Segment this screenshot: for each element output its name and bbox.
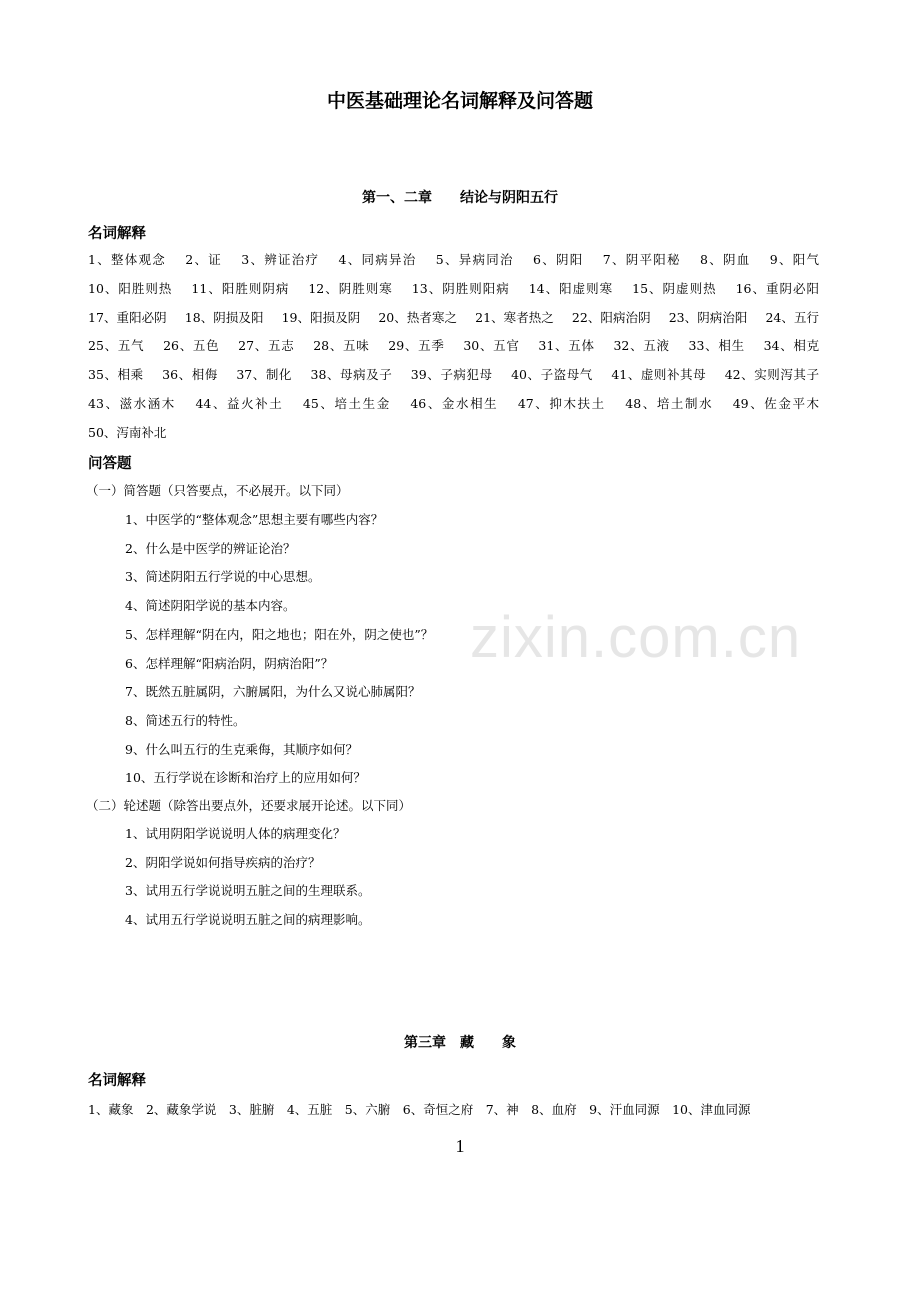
term-item: 47、抑木扶土 bbox=[517, 395, 606, 411]
question-item: 1、中医学的“整体观念”思想主要有哪些内容？ bbox=[125, 512, 384, 527]
page-title: 中医基础理论名词解释及问答题 bbox=[326, 90, 593, 112]
question-item: 4、试用五行学说说明五脏之间的病理影响。 bbox=[125, 912, 371, 928]
terms-list: 1、藏象 2、藏象学说 3、脏腑 4、五脏 5、六腑 6、奇恒之府 7、神 8、血府 9、汗血同源 10、津血同源 bbox=[88, 1102, 751, 1117]
term-item: 26、五色 bbox=[163, 338, 220, 354]
term-item: 30、五官 bbox=[463, 338, 520, 354]
term-item: 12、阴胜则寒 bbox=[308, 280, 393, 296]
term-item: 16、重阴必阳 bbox=[735, 280, 819, 296]
question-item: 4、简述阴阳学说的基本内容。 bbox=[125, 598, 296, 614]
term-item: 45、培土生金 bbox=[302, 395, 391, 411]
term-item: 9、阳气 bbox=[769, 252, 820, 267]
term-item: 4、同病异治 bbox=[338, 252, 417, 267]
term-item: 41、虚则补其母 bbox=[611, 367, 707, 383]
term-item: 14、阳虚则寒 bbox=[528, 280, 614, 296]
term-item: 31、五体 bbox=[538, 338, 595, 354]
question-item: 3、试用五行学说说明五脏之间的生理联系。 bbox=[125, 883, 371, 899]
question-item: 9、什么叫五行的生克乘侮，其顺序如何？ bbox=[125, 741, 358, 757]
term-item: 38、母病及子 bbox=[310, 367, 393, 383]
question-item: 6、怎样理解“阳病治阴，阴病治阳”？ bbox=[125, 655, 334, 671]
chapter-heading: 第一、二章 结论与阴阳五行 bbox=[362, 190, 558, 206]
chapter-heading: 第三章 藏 象 bbox=[404, 1035, 516, 1051]
term-item: 21、寒者热之 bbox=[475, 309, 554, 325]
term-item: 36、相侮 bbox=[162, 367, 218, 383]
terms-list bbox=[88, 246, 833, 448]
term-item: 34、相克 bbox=[763, 338, 820, 354]
question-item: 10、五行学说在诊断和治疗上的应用如何？ bbox=[125, 770, 366, 786]
term-item: 43、滋水涵木 bbox=[88, 395, 176, 411]
term-item: 22、阳病治阴 bbox=[571, 309, 651, 325]
term-item: 7、阴平阳秘 bbox=[602, 252, 681, 267]
term-item: 44、益火补土 bbox=[195, 395, 284, 411]
term-item: 32、五液 bbox=[613, 338, 670, 354]
qa-heading: 问答题 bbox=[88, 456, 132, 472]
term-item: 46、金水相生 bbox=[410, 395, 499, 411]
term-item: 1、整体观念 bbox=[88, 252, 167, 267]
term-item: 39、子病犯母 bbox=[410, 367, 493, 383]
term-item: 27、五志 bbox=[238, 338, 295, 354]
question-item: 2、什么是中医学的辨证论治？ bbox=[125, 540, 296, 556]
term-item: 8、阴血 bbox=[700, 252, 751, 267]
term-item: 6、阴阳 bbox=[533, 252, 584, 267]
term-item: 37、制化 bbox=[236, 367, 292, 383]
term-item: 2、证 bbox=[185, 252, 223, 267]
term-item: 50、泻南补北 bbox=[88, 424, 167, 440]
term-item: 15、阴虚则热 bbox=[632, 280, 717, 296]
term-item: 13、阴胜则阳病 bbox=[411, 280, 510, 296]
term-item: 40、子盗母气 bbox=[511, 367, 593, 383]
watermark: zixin.com.cn bbox=[470, 605, 802, 670]
question-item: 7、既然五脏属阴，六腑属阳，为什么又说心肺属阳？ bbox=[125, 684, 421, 700]
term-item: 10、阳胜则热 bbox=[88, 280, 173, 296]
term-item: 33、相生 bbox=[688, 338, 745, 354]
term-item: 25、五气 bbox=[88, 338, 145, 354]
term-item: 11、阳胜则阴病 bbox=[191, 280, 290, 296]
term-item: 23、阴病治阳 bbox=[668, 309, 748, 325]
term-item: 3、辨证治疗 bbox=[241, 252, 320, 267]
term-item: 5、异病同治 bbox=[435, 252, 514, 267]
essay-heading: （二）轮述题（除答出要点外，还要求展开论述。以下同） bbox=[86, 798, 412, 813]
page-number: 1 bbox=[455, 1136, 465, 1156]
term-item: 35、相乘 bbox=[88, 367, 144, 383]
short-answer-heading: （一）简答题（只答要点，不必展开。以下同） bbox=[86, 483, 349, 498]
term-item: 48、培土制水 bbox=[625, 395, 714, 411]
term-item: 24、五行 bbox=[765, 309, 820, 325]
terms-heading: 名词解释 bbox=[88, 226, 146, 242]
terms-heading: 名词解释 bbox=[88, 1073, 146, 1089]
term-item: 20、热者寒之 bbox=[378, 309, 458, 325]
term-item: 18、阴损及阳 bbox=[184, 309, 264, 325]
question-item: 5、怎样理解“阴在内，阳之地也；阳在外，阴之使也”？ bbox=[125, 626, 434, 642]
term-item: 29、五季 bbox=[388, 338, 445, 354]
question-item: 1、试用阴阳学说说明人体的病理变化？ bbox=[125, 826, 346, 841]
question-item: 2、阴阳学说如何指导疾病的治疗？ bbox=[125, 854, 321, 870]
question-item: 3、简述阴阳五行学说的中心思想。 bbox=[125, 569, 321, 585]
term-item: 19、阳损及阴 bbox=[281, 309, 361, 325]
term-item: 17、重阳必阴 bbox=[88, 309, 167, 325]
question-item: 8、简述五行的特性。 bbox=[125, 712, 246, 728]
term-item: 28、五味 bbox=[313, 338, 370, 354]
term-item: 42、实则泻其子 bbox=[724, 367, 819, 383]
term-item: 49、佐金平木 bbox=[732, 395, 820, 411]
